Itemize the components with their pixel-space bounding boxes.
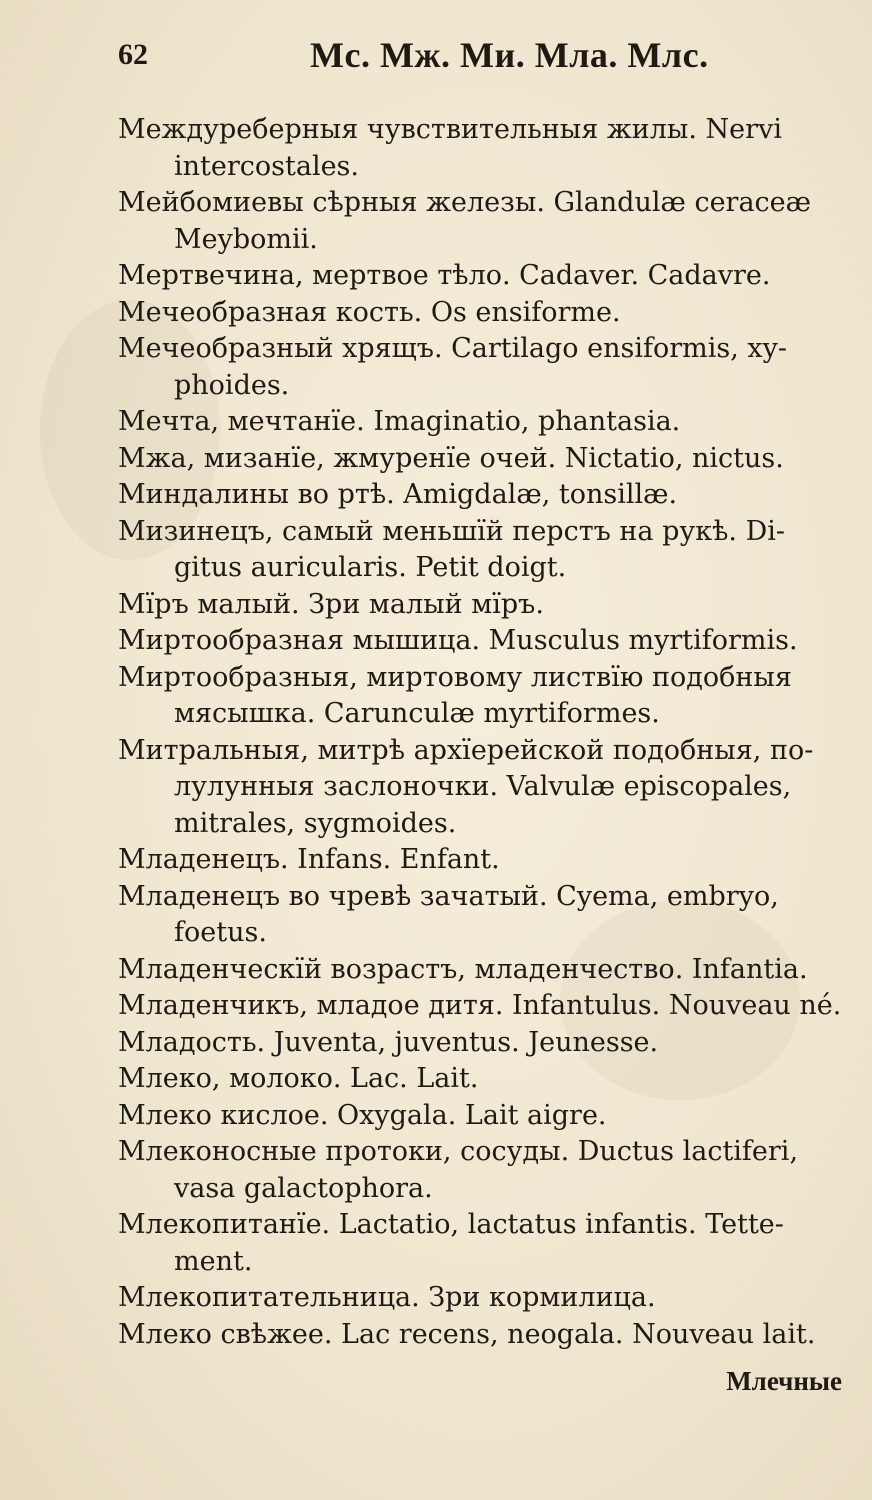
entry-headline: Младенчикъ, младое дитя. Infantulus. Nouveau né. (118, 990, 842, 1021)
dictionary-entry (0, 1207, 872, 1280)
dictionary-entry (0, 112, 872, 185)
entry-continuation: Meybomii. (174, 223, 318, 255)
entry-headline: Младость. Juventa, juventus. Jeunesse. (118, 1026, 659, 1058)
dictionary-entries (0, 112, 872, 1353)
dictionary-entry (0, 1317, 872, 1354)
entry-headline: Младенецъ во чревѣ зачатый. Cyema, embryo, (118, 880, 779, 912)
entry-headline: Мечта, мечтанїе. Imaginatio, phantasia. (118, 406, 681, 437)
entry-headline: Мечеобразная кость. Os ensiforme. (118, 296, 621, 328)
dictionary-entry (0, 1061, 872, 1098)
entry-continuation: intercostales. (174, 150, 359, 182)
dictionary-entry (0, 733, 872, 843)
dictionary-entry (0, 587, 872, 624)
entry-headline: Млекопитанїе. Lactatio, lactatus infantis. Tette- (118, 1209, 784, 1240)
entry-continuation: мясышка. Carunculæ myrtiformes. (174, 698, 660, 729)
entry-continuation: phoides. (174, 369, 290, 401)
dictionary-entry (0, 477, 872, 514)
entry-continuation: gitus auricularis. Petit doigt. (174, 552, 567, 583)
dictionary-entry (0, 1025, 872, 1062)
dictionary-entry (0, 404, 872, 441)
dictionary-entry (0, 1280, 872, 1317)
entry-headline: Миртообразныя, миртовому листвїю подобныя (118, 661, 792, 693)
entry-continuation: vasa galactophora. (174, 1172, 433, 1204)
entry-continuation: ment. (174, 1245, 253, 1277)
dictionary-entry (0, 842, 872, 879)
entry-headline: Мжа, мизанїе, жмуренїе очей. Nictatio, nictus. (118, 442, 784, 474)
entry-headline: Митральныя, митрѣ архїерейской подобныя, по- (118, 734, 814, 766)
entry-headline: Млекопитательница. Зри кормилица. (118, 1282, 656, 1313)
dictionary-entry (0, 185, 872, 258)
entry-headline: Млеконосные протоки, сосуды. Ductus lactiferi, (118, 1136, 799, 1167)
entry-headline: Мейбомиевы сѣрныя железы. Glandulæ ceraceæ (118, 187, 812, 218)
entry-headline: Миртообразная мышица. Musculus myrtiformis. (118, 625, 798, 656)
entry-headline: Младенческїй возрастъ, младенчество. Infantia. (118, 953, 808, 985)
entry-headline: Мїръ малый. Зри малый мїръ. (118, 588, 544, 620)
entry-continuation: mitrales, sygmoides. (174, 807, 457, 839)
running-head: Мс. Мж. Ми. Мла. Млс. (310, 35, 709, 75)
dictionary-entry (0, 988, 872, 1025)
dictionary-entry (0, 952, 872, 989)
entry-headline: Младенецъ. Infans. Enfant. (118, 844, 500, 875)
dictionary-entry (0, 660, 872, 733)
dictionary-entry (0, 1098, 872, 1135)
entry-headline: Мечеобразный хрящъ. Cartilago ensiformis, xy- (118, 333, 788, 364)
entry-headline: Млеко кислое. Oxygala. Lait aigre. (118, 1099, 607, 1131)
dictionary-entry (0, 514, 872, 587)
dictionary-entry (0, 331, 872, 404)
dictionary-entry (0, 879, 872, 952)
dictionary-entry (0, 295, 872, 332)
entry-headline: Миндалины во ртѣ. Amigdalæ, tonsillæ. (118, 479, 678, 510)
page-header (0, 34, 872, 78)
entry-headline: Междуреберныя чувствительныя жилы. Nervi (118, 114, 782, 145)
entry-headline: Мизинецъ, самый меньшїй перстъ на рукѣ. Di- (118, 515, 785, 547)
catchword: Млечные (726, 1366, 842, 1396)
entry-headline: Мертвечина, мертвое тѣло. Cadaver. Cadavre. (118, 260, 771, 291)
dictionary-entry (0, 623, 872, 660)
entry-headline: Млеко, молоко. Lac. Lait. (118, 1063, 479, 1094)
dictionary-entry (0, 1134, 872, 1207)
page-number: 62 (118, 38, 148, 71)
dictionary-entry (0, 258, 872, 295)
dictionary-entry (0, 441, 872, 478)
entry-headline: Млеко свѣжее. Lac recens, neogala. Nouveau lait. (118, 1318, 816, 1350)
entry-continuation: foetus. (174, 917, 267, 948)
entry-continuation: лулунныя заслоночки. Valvulæ episcopales, (174, 771, 792, 802)
